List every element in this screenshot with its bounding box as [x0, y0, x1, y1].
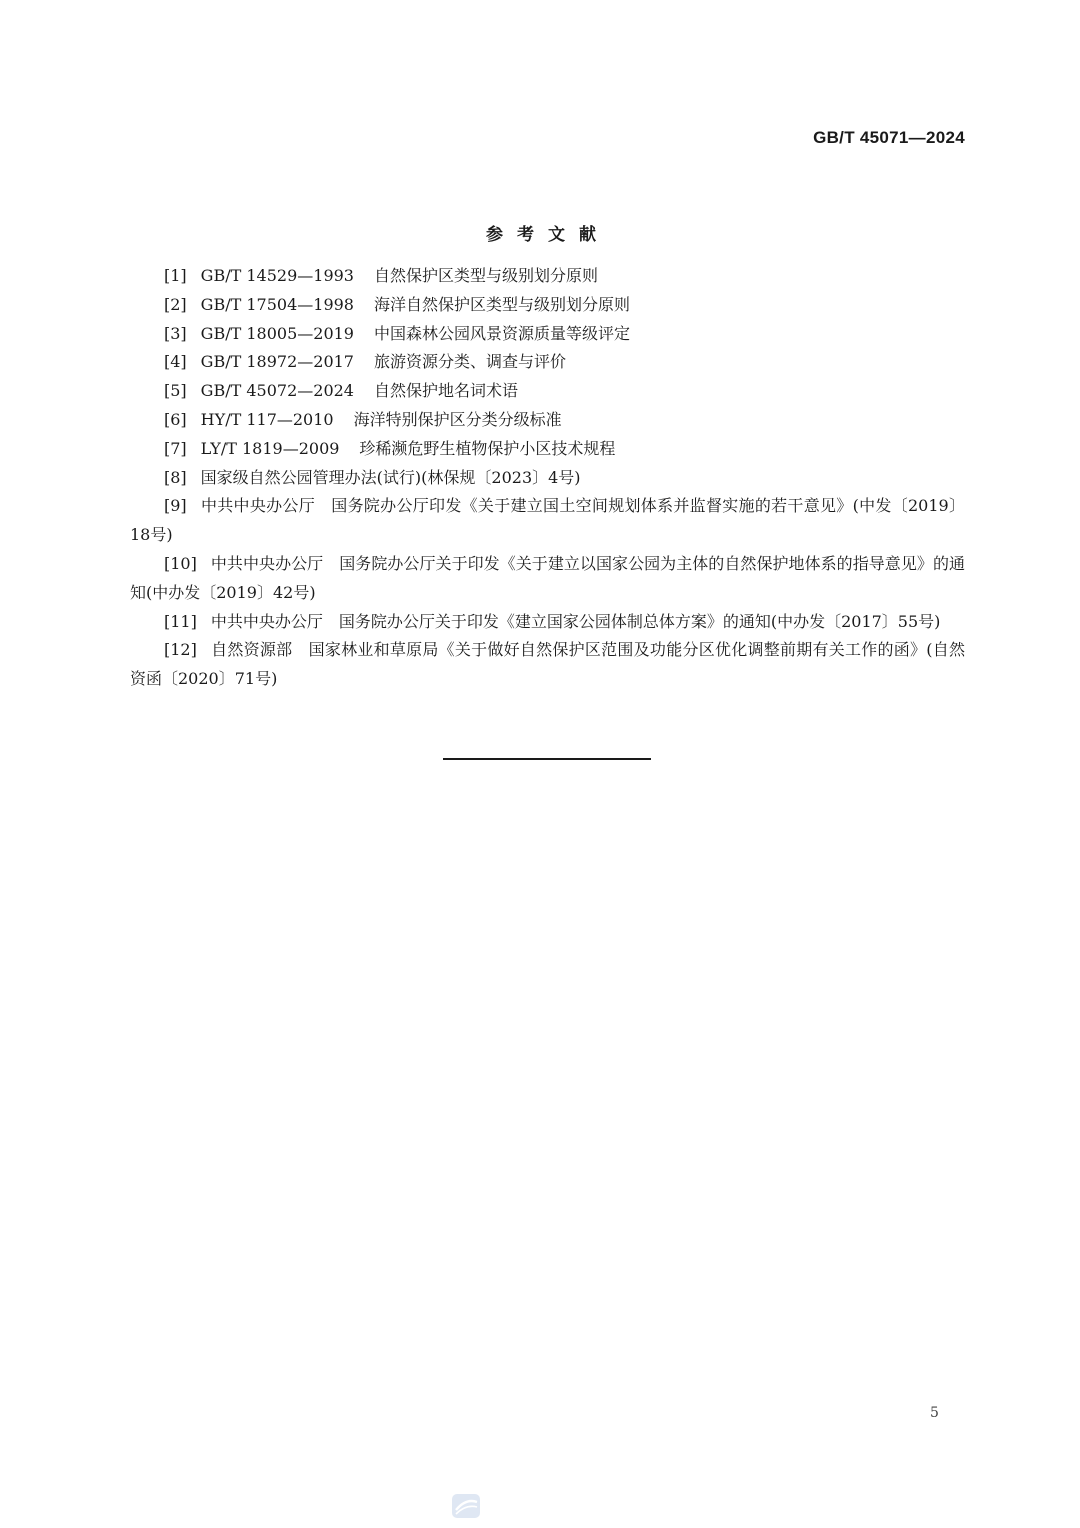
- reference-item: [130, 435, 965, 464]
- sac-logo-icon: [450, 1492, 482, 1520]
- reference-item: [130, 262, 965, 291]
- reference-text: 珍稀濒危野生植物保护小区技术规程: [359, 438, 616, 458]
- standard-number: GB/T 45071—2024: [813, 128, 965, 147]
- reference-text: 自然资源部 国家林业和草原局《关于做好自然保护区范围及功能分区优化调整前期有关工作的函》(自然资函〔2020〕71号): [130, 640, 965, 689]
- page-number: 5: [930, 1405, 939, 1421]
- reference-number: [10]: [164, 553, 197, 573]
- reference-code: LY/T 1819—2009: [200, 438, 340, 458]
- reference-text: 自然保护区类型与级别划分原则: [373, 266, 598, 285]
- reference-text: 中国森林公园风景资源质量等级评定: [373, 323, 630, 343]
- reference-item: [130, 492, 965, 550]
- reference-number: [5]: [164, 381, 187, 401]
- reference-number: [4]: [164, 352, 187, 372]
- reference-number: [8]: [164, 467, 187, 487]
- reference-number: [2]: [164, 294, 187, 314]
- reference-text: 中共中央办公厅 国务院办公厅印发《关于建立国土空间规划体系并监督实施的若干意见》(中发〔2019〕18号): [130, 496, 965, 545]
- reference-list: [130, 262, 965, 694]
- reference-item: [130, 406, 965, 435]
- reference-item: [130, 464, 965, 493]
- reference-item: [130, 377, 965, 406]
- reference-number: [1]: [164, 266, 187, 285]
- reference-text: 海洋自然保护区类型与级别划分原则: [373, 294, 630, 314]
- reference-item: [130, 320, 965, 349]
- reference-text: 中共中央办公厅 国务院办公厅关于印发《建立国家公园体制总体方案》的通知(中办发〔2017〕55号): [210, 611, 941, 631]
- reference-number: [7]: [164, 438, 187, 458]
- reference-item: [130, 608, 965, 637]
- reference-number: [11]: [164, 611, 197, 631]
- reference-number: [9]: [164, 496, 187, 516]
- reference-item: [130, 550, 965, 608]
- reference-code: GB/T 17504—1998: [200, 294, 354, 314]
- reference-code: GB/T 18972—2017: [200, 352, 354, 372]
- reference-item: [130, 636, 965, 694]
- reference-code: GB/T 14529—1993: [200, 266, 354, 285]
- reference-code: HY/T 117—2010: [200, 409, 334, 429]
- reference-text: 海洋特别保护区分类分级标准: [353, 409, 562, 429]
- reference-code: GB/T 18005—2019: [200, 323, 354, 343]
- reference-text: 中共中央办公厅 国务院办公厅关于印发《关于建立以国家公园为主体的自然保护地体系的指导意见》的通知(中办发〔2019〕42号): [130, 553, 965, 602]
- reference-code: GB/T 45072—2024: [200, 381, 354, 401]
- reference-text: 旅游资源分类、调查与评价: [373, 352, 566, 372]
- section-title: 参考文献: [486, 225, 610, 245]
- reference-text: 国家级自然公园管理办法(试行)(林保规〔2023〕4号): [200, 467, 581, 487]
- reference-number: [6]: [164, 409, 187, 429]
- reference-item: [130, 348, 965, 377]
- reference-text: 自然保护地名词术语: [373, 381, 518, 401]
- reference-number: [12]: [164, 640, 197, 660]
- reference-number: [3]: [164, 323, 187, 343]
- end-rule: [443, 758, 651, 760]
- reference-item: [130, 291, 965, 320]
